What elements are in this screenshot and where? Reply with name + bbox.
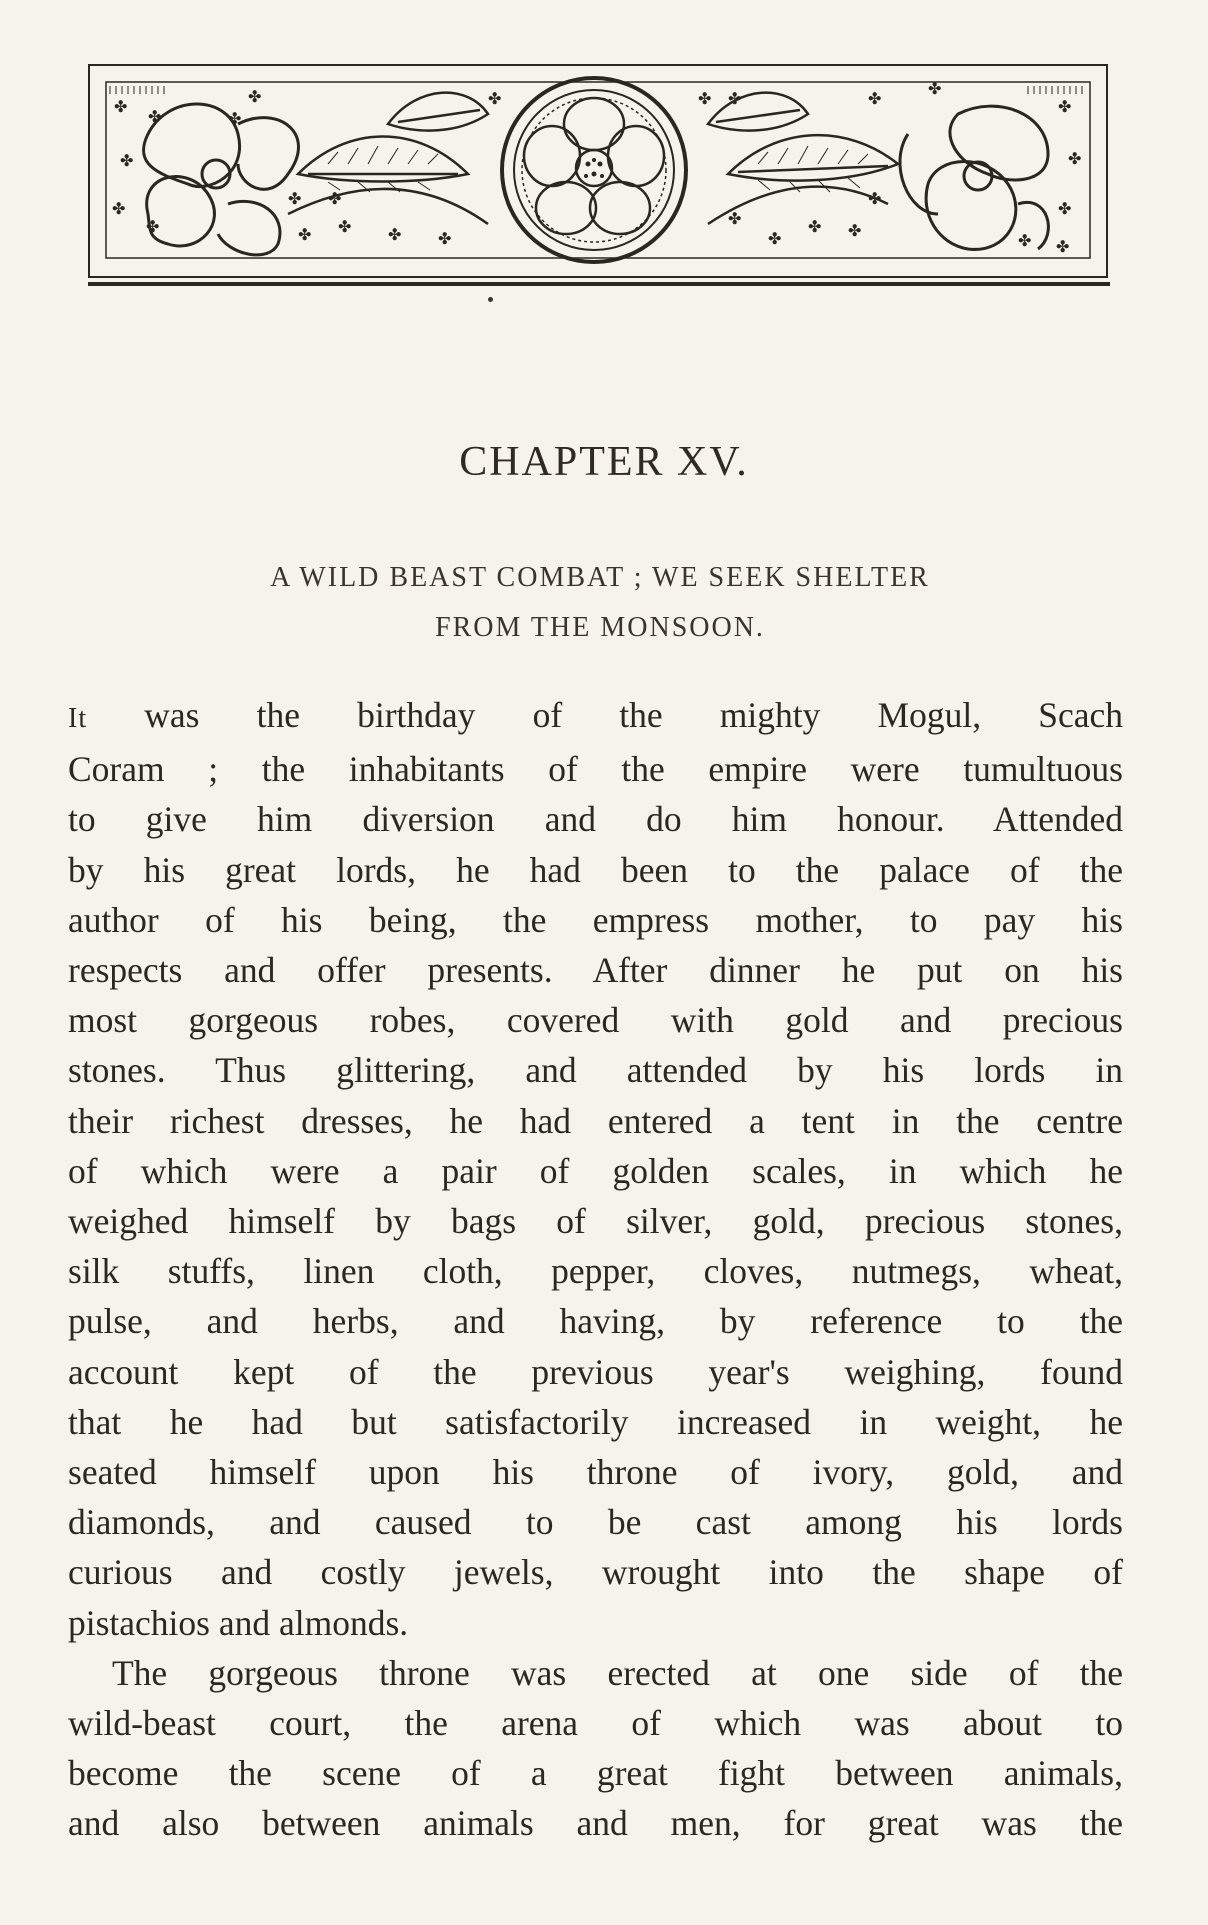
svg-text:✤: ✤ bbox=[1058, 199, 1072, 218]
paragraph-1-line-1: It was the birthday of the mighty Mogul, Scach bbox=[68, 695, 1123, 735]
paragraph-2 bbox=[68, 1648, 1123, 1849]
paragraph-1-line: that he had but satisfactorily increased in weight, he bbox=[68, 1401, 1123, 1442]
svg-text:✤: ✤ bbox=[868, 89, 882, 108]
paragraph-1-line: stones. Thus glittering, and attended by his lords in bbox=[68, 1050, 1123, 1091]
svg-text:✤: ✤ bbox=[288, 189, 302, 208]
paragraph-1-line: curious and costly jewels, wrought into the shape of bbox=[68, 1552, 1123, 1593]
svg-text:✤: ✤ bbox=[146, 217, 160, 236]
paragraph-1-line: diamonds, and caused to be cast among his lords bbox=[68, 1502, 1123, 1543]
paragraph-2-line: and also between animals and men, for great was the bbox=[68, 1803, 1123, 1844]
decorative-dot bbox=[488, 297, 493, 302]
paragraph-1 bbox=[68, 690, 1123, 1648]
svg-text:✤: ✤ bbox=[112, 199, 126, 218]
svg-text:✤: ✤ bbox=[328, 189, 342, 208]
paragraph-1-line: by his great lords, he had been to the palace of the bbox=[68, 849, 1123, 890]
chapter-title: CHAPTER XV. bbox=[459, 439, 749, 485]
ornament-drawing bbox=[88, 64, 1110, 290]
paragraph-1-line: pulse, and herbs, and having, by reference to the bbox=[68, 1301, 1123, 1342]
paragraph-1-line: author of his being, the empress mother, to pay his bbox=[68, 899, 1123, 940]
paragraph-1-line: Coram ; the inhabitants of the empire were tumultuous bbox=[68, 749, 1123, 790]
svg-text:✤: ✤ bbox=[768, 229, 782, 248]
floral-headpiece-ornament bbox=[88, 64, 1110, 290]
svg-text:✤: ✤ bbox=[1058, 97, 1072, 116]
paragraph-2-line: wild-beast court, the arena of which was about to bbox=[68, 1703, 1123, 1744]
paragraph-1-line: silk stuffs, linen cloth, pepper, cloves, nutmegs, wheat, bbox=[68, 1251, 1123, 1292]
svg-text:✤: ✤ bbox=[148, 107, 162, 126]
svg-text:✤: ✤ bbox=[298, 225, 312, 244]
chapter-subtitle-line-2: FROM THE MONSOON. bbox=[435, 612, 765, 643]
paragraph-1-line: account kept of the previous year's weighing, found bbox=[68, 1351, 1123, 1392]
dropcap-small-caps: It bbox=[68, 703, 88, 734]
paragraph-1-line: of which were a pair of golden scales, in which he bbox=[68, 1150, 1123, 1191]
svg-text:✤: ✤ bbox=[808, 217, 822, 236]
svg-text:✤: ✤ bbox=[1018, 231, 1032, 250]
paragraph-1-line: weighed himself by bags of silver, gold, precious stones, bbox=[68, 1201, 1123, 1242]
svg-text:✤: ✤ bbox=[114, 97, 128, 116]
svg-text:✤: ✤ bbox=[388, 225, 402, 244]
paragraph-1-line: their richest dresses, he had entered a tent in the centre bbox=[68, 1100, 1123, 1141]
paragraph-1-line: respects and offer presents. After dinner he put on his bbox=[68, 950, 1123, 991]
paragraph-1-line: pistachios and almonds. bbox=[68, 1602, 409, 1643]
paragraph-1-line: most gorgeous robes, covered with gold and precious bbox=[68, 1000, 1123, 1041]
chapter-subtitle-line-1: A WILD BEAST COMBAT ; WE SEEK SHELTER bbox=[270, 562, 930, 593]
svg-text:✤: ✤ bbox=[848, 221, 862, 240]
svg-text:✤: ✤ bbox=[120, 151, 134, 170]
chapter-subtitle bbox=[140, 553, 1060, 653]
svg-text:✤: ✤ bbox=[728, 209, 742, 228]
svg-text:✤: ✤ bbox=[488, 89, 502, 108]
svg-text:✤: ✤ bbox=[868, 189, 882, 208]
svg-text:✤: ✤ bbox=[338, 217, 352, 236]
svg-text:✤: ✤ bbox=[438, 229, 452, 248]
svg-text:✤: ✤ bbox=[698, 89, 712, 108]
paragraph-1-line: to give him diversion and do him honour. Attended bbox=[68, 799, 1123, 840]
paragraph-2-line: become the scene of a great fight between animals, bbox=[68, 1753, 1123, 1794]
svg-text:✤: ✤ bbox=[928, 79, 942, 98]
svg-text:✤: ✤ bbox=[1056, 237, 1070, 256]
svg-text:✤: ✤ bbox=[248, 87, 262, 106]
svg-text:✤: ✤ bbox=[728, 89, 742, 108]
chapter-body bbox=[68, 690, 1123, 1849]
paragraph-1-line: seated himself upon his throne of ivory, gold, and bbox=[68, 1452, 1123, 1493]
svg-text:✤: ✤ bbox=[228, 109, 242, 128]
paragraph-2-line: The gorgeous throne was erected at one side of the bbox=[112, 1652, 1123, 1693]
svg-text:✤: ✤ bbox=[1068, 149, 1082, 168]
